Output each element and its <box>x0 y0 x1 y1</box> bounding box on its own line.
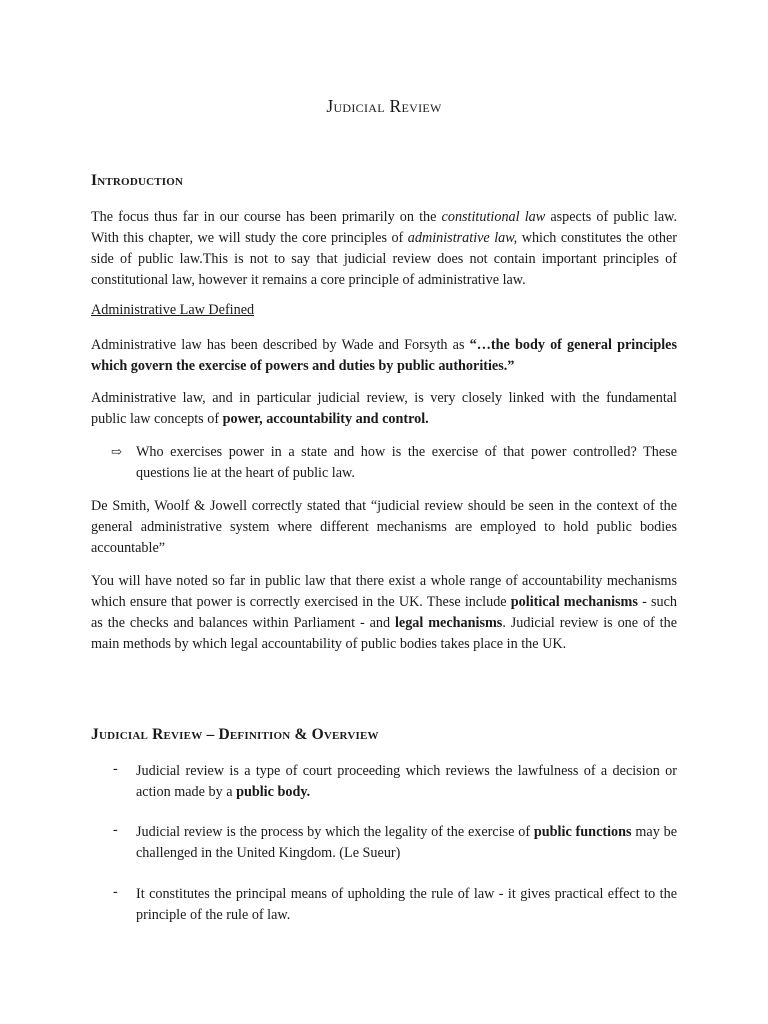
dash-bullet: - <box>113 884 118 900</box>
overview-list-item-3: It constitutes the principal means of upholding the rule of law - it gives practical effect to the principle of the rule of law. <box>136 886 677 923</box>
intro-paragraph-2: Administrative law has been described by Wade and Forsyth as “…the body of general principles which govern the exercise of powers and duties by public authorities.” <box>91 337 677 374</box>
section-heading-overview: Judicial Review – Definition & Overview <box>91 726 379 743</box>
overview-list-item-2: Judicial review is the process by which the legality of the exercise of public functions may be challenged in the United Kingdom. (Le Sueur) <box>136 824 677 861</box>
arrow-list-item: Who exercises power in a state and how is the exercise of that power controlled? These questions lie at the heart of public law. <box>136 444 677 481</box>
section-heading-introduction: Introduction <box>91 172 184 189</box>
intro-paragraph-3: Administrative law, and in particular judicial review, is very closely linked with the fundamental public law concepts of power, accountability and control. <box>91 390 677 427</box>
dash-bullet: - <box>113 822 118 838</box>
intro-paragraph-5: You will have noted so far in public law that there exist a whole range of accountability mechanisms which ensure that power is correctly exercised in the UK. These include political mechanisms - such as the checks and balances within Parliament - and legal mechanisms. Judicial review is one of the main methods by which legal accountability of public bodies takes place in the UK. <box>91 573 677 652</box>
intro-paragraph-4: De Smith, Woolf & Jowell correctly stated that “judicial review should be seen in the context of the general administrative system where different mechanisms are employed to hold public bodies accountable” <box>91 498 677 556</box>
subheading-administrative-law-defined: Administrative Law Defined <box>91 302 255 318</box>
page-title: Judicial Review <box>326 96 442 116</box>
intro-paragraph-1: The focus thus far in our course has been primarily on the constitutional law aspects of public law. With this chapter, we will study the core principles of administrative law, which constitutes the other side of public law.This is not to say that judicial review does not contain important principles of constitutional law, however it remains a core principle of administrative law. <box>91 209 678 288</box>
dash-bullet: - <box>113 761 118 777</box>
arrow-bullet-icon: ⇨ <box>111 444 122 459</box>
overview-list-item-1: Judicial review is a type of court proceeding which reviews the lawfulness of a decision or action made by a public body. <box>136 763 677 800</box>
